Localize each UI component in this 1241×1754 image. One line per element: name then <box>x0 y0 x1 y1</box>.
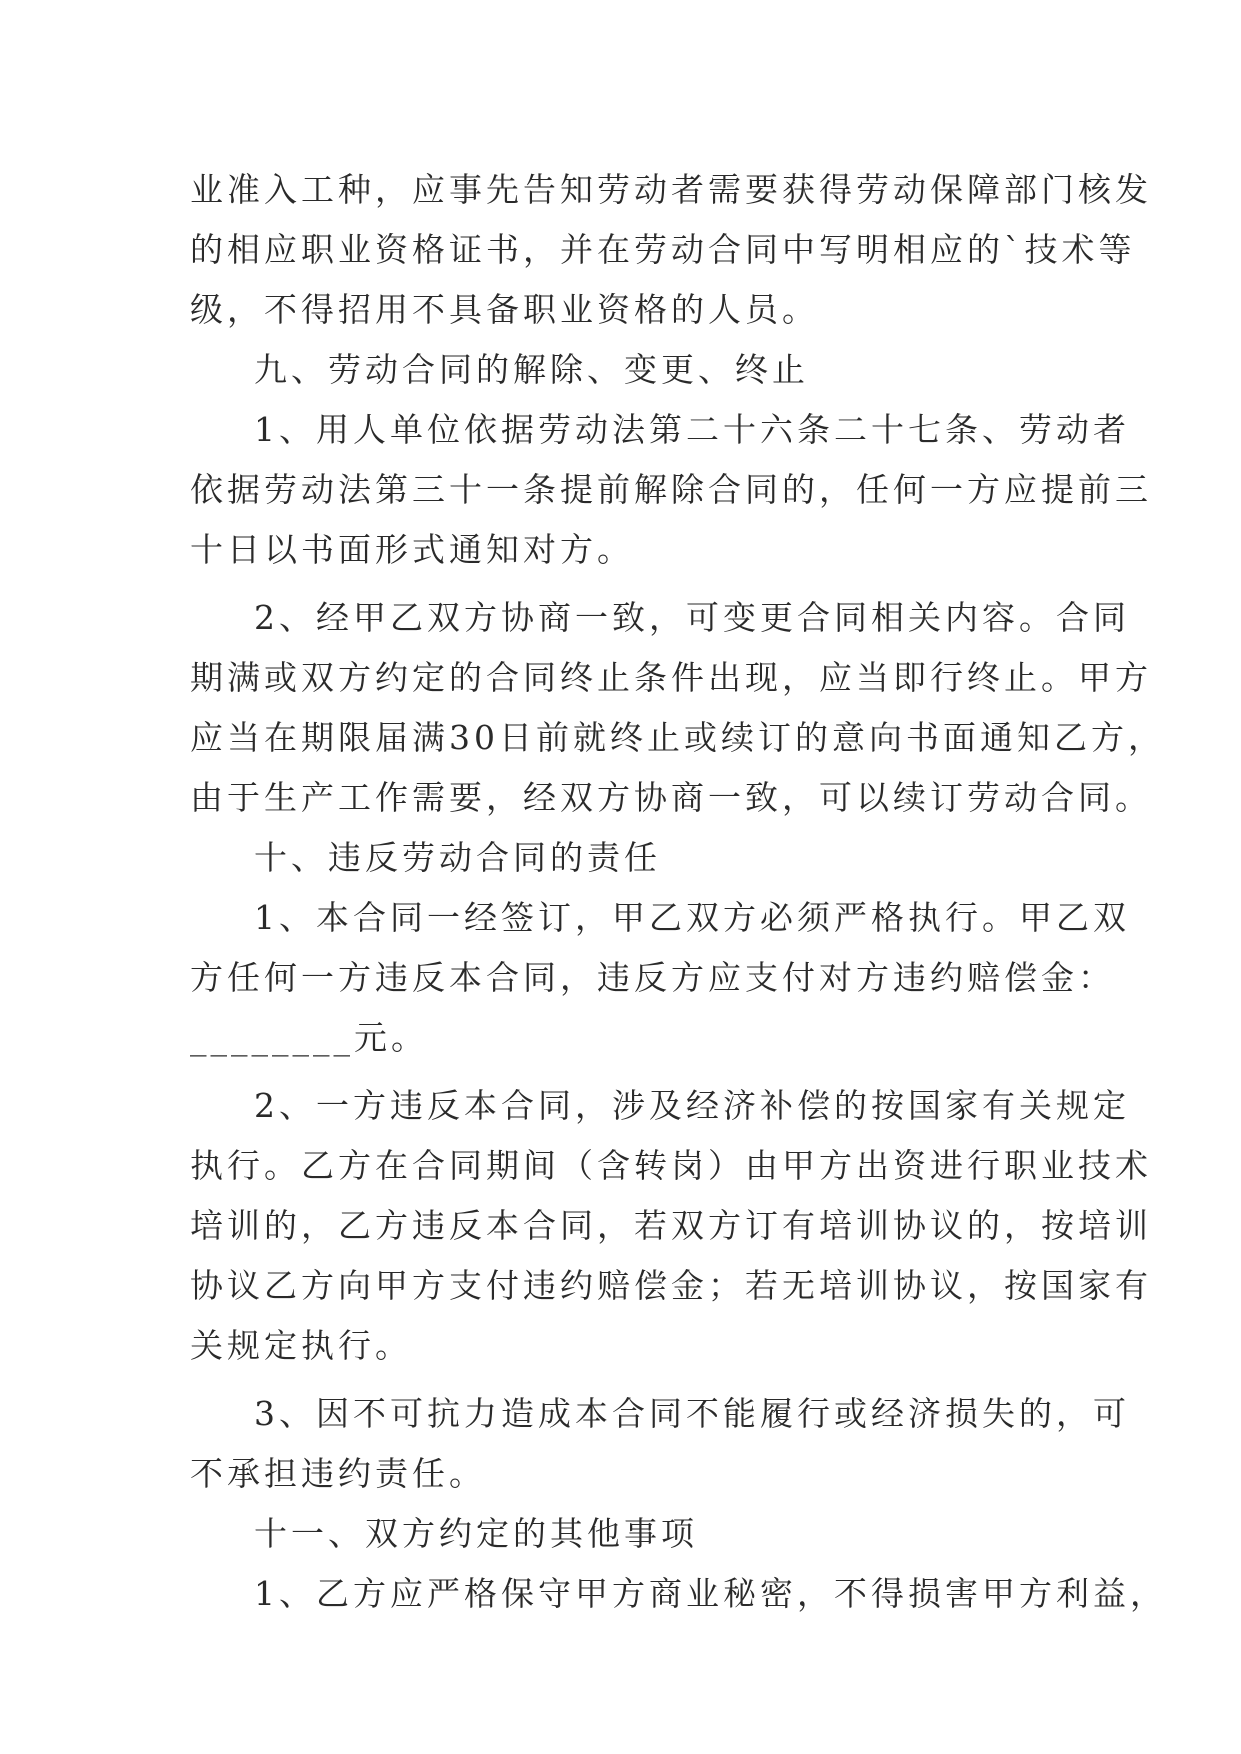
section-heading: 十、违反劳动合同的责任 <box>254 838 661 877</box>
body-line: 依据劳动法第三十一条提前解除合同的，任何一方应提前三 <box>190 470 1152 509</box>
body-line: 2、一方违反本合同，涉及经济补偿的按国家有关规定 <box>254 1086 1130 1125</box>
body-line: 业准入工种，应事先告知劳动者需要获得劳动保障部门核发 <box>190 170 1152 209</box>
body-line: 协议乙方向甲方支付违约赔偿金；若无培训协议，按国家有 <box>190 1266 1152 1305</box>
section-heading: 九、劳动合同的解除、变更、终止 <box>254 350 809 389</box>
body-line: 不承担违约责任。 <box>190 1454 486 1493</box>
body-line: 期满或双方约定的合同终止条件出现，应当即行终止。甲方 <box>190 658 1152 697</box>
section-heading: 十一、双方约定的其他事项 <box>254 1514 698 1553</box>
body-line: 执行。乙方在合同期间（含转岗）由甲方出资进行职业技术 <box>190 1146 1152 1185</box>
body-line: 应当在期限届满30日前就终止或续订的意向书面通知乙方， <box>190 718 1165 757</box>
body-line: 1、本合同一经签订，甲乙双方必须严格执行。甲乙双 <box>254 898 1130 937</box>
body-line: 1、用人单位依据劳动法第二十六条二十七条、劳动者 <box>254 410 1130 449</box>
body-line: 1、乙方应严格保守甲方商业秘密，不得损害甲方利益， <box>254 1574 1167 1613</box>
body-line: 的相应职业资格证书，并在劳动合同中写明相应的`技术等 <box>190 230 1136 269</box>
body-line: 2、经甲乙双方协商一致，可变更合同相关内容。合同 <box>254 598 1130 637</box>
body-line: 方任何一方违反本合同，违反方应支付对方违约赔偿金： <box>190 958 1115 997</box>
body-line: 由于生产工作需要，经双方协商一致，可以续订劳动合同。 <box>190 778 1152 817</box>
body-line: 培训的，乙方违反本合同，若双方订有培训协议的，按培训 <box>190 1206 1152 1245</box>
body-line: ________元。 <box>190 1018 428 1057</box>
body-line: 十日以书面形式通知对方。 <box>190 530 634 569</box>
document-body <box>190 160 1167 1624</box>
body-line: 关规定执行。 <box>190 1326 412 1365</box>
body-line: 3、因不可抗力造成本合同不能履行或经济损失的，可 <box>254 1394 1130 1433</box>
body-line: 级，不得招用不具备职业资格的人员。 <box>190 290 819 329</box>
